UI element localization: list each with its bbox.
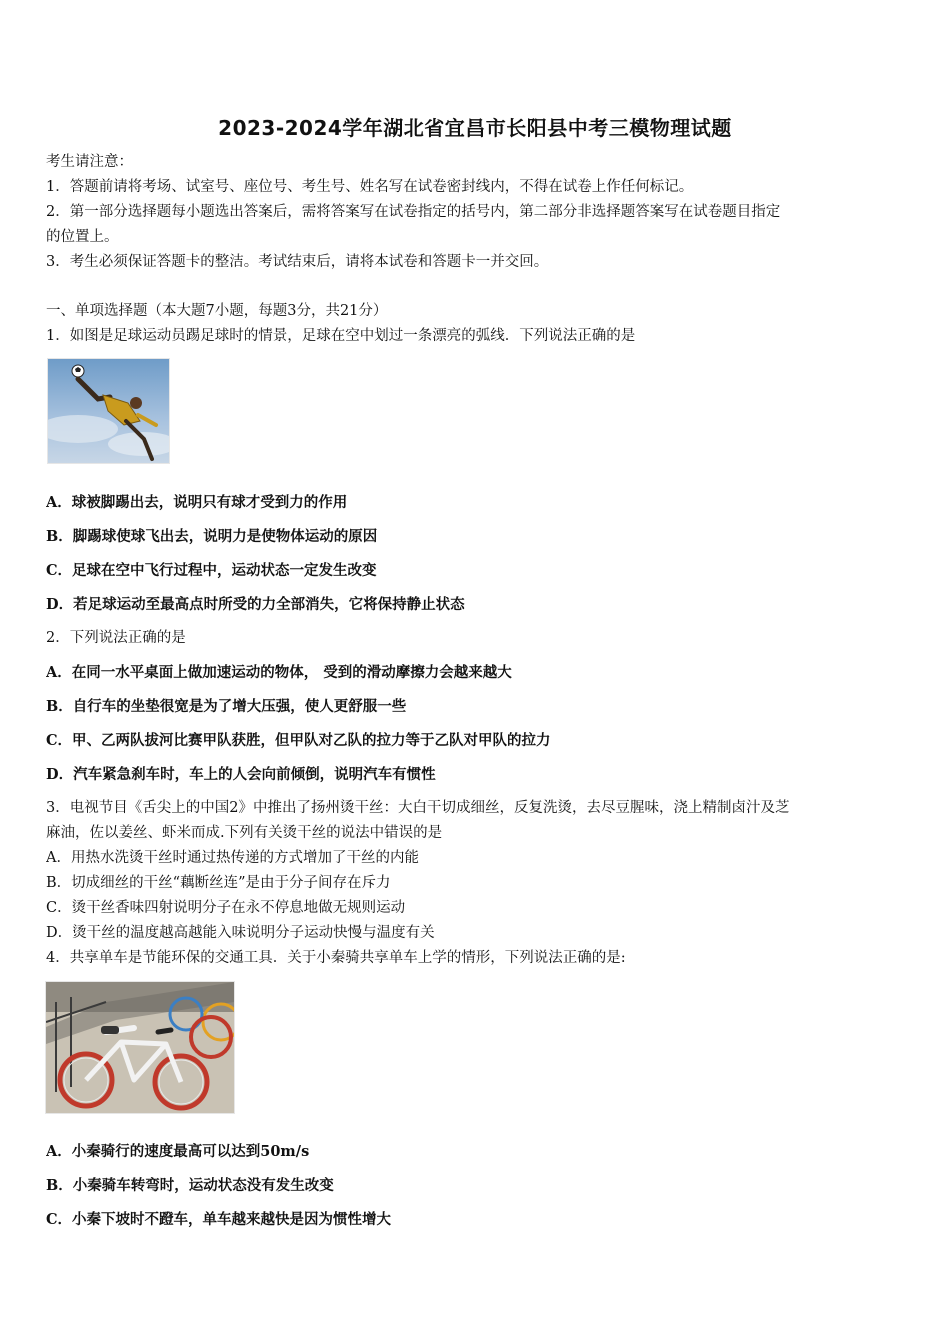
- notice-item: 1．答题前请将考场、试室号、座位号、考生号、姓名写在试卷密封线内，不得在试卷上作任何标记。: [46, 179, 694, 195]
- q2-option-b: B．自行车的坐垫很宽是为了增大压强，使人更舒服一些: [46, 698, 407, 715]
- notice-item: 的位置上。: [46, 229, 119, 245]
- q3-option-a: A．用热水洗烫干丝时通过热传递的方式增加了干丝的内能: [46, 850, 419, 866]
- q4-option-a: A．小秦骑行的速度最高可以达到50m/s: [46, 1143, 310, 1160]
- q1-option-b: B．脚踢球使球飞出去，说明力是使物体运动的原因: [46, 528, 378, 545]
- shared-bicycles-image: [45, 981, 235, 1114]
- notice-item: 2．第一部分选择题每小题选出答案后，需将答案写在试卷指定的括号内，第二部分非选择题答案写在试卷题目指定: [46, 204, 781, 220]
- question-3-stem-line1: 3．电视节目《舌尖上的中国2》中推出了扬州烫干丝：大白干切成细丝，反复洗烫，去尽豆腥味，浇上精制卤汁及芝: [46, 800, 790, 816]
- section-heading: 一、单项选择题（本大题7小题，每题3分，共21分）: [46, 303, 388, 319]
- q4-option-b: B．小秦骑车转弯时，运动状态没有发生改变: [46, 1177, 334, 1194]
- question-1-stem: 1．如图是足球运动员踢足球时的情景，足球在空中划过一条漂亮的弧线．下列说法正确的是: [46, 328, 636, 344]
- q3-option-d: D．烫干丝的温度越高越能入味说明分子运动快慢与温度有关: [46, 925, 435, 941]
- q3-option-b: B．切成细丝的干丝“藕断丝连”是由于分子间存在斥力: [46, 875, 391, 891]
- q3-option-c: C．烫干丝香味四射说明分子在永不停息地做无规则运动: [46, 900, 406, 916]
- q1-option-d: D．若足球运动至最高点时所受的力全部消失，它将保持静止状态: [46, 596, 465, 613]
- q1-option-a: A．球被脚踢出去，说明只有球才受到力的作用: [46, 494, 348, 511]
- soccer-player-image: [47, 358, 170, 464]
- notice-item: 3．考生必须保证答题卡的整洁。考试结束后，请将本试卷和答题卡一并交回。: [46, 254, 549, 270]
- soccer-kick-illustration: [48, 359, 169, 463]
- question-4-stem: 4．共享单车是节能环保的交通工具．关于小秦骑共享单车上学的情形，下列说法正确的是:: [46, 950, 626, 966]
- question-3-stem-line2: 麻油，佐以姜丝、虾米而成.下列有关烫干丝的说法中错误的是: [46, 825, 443, 841]
- q2-option-c: C．甲、乙两队拔河比赛甲队获胜，但甲队对乙队的拉力等于乙队对甲队的拉力: [46, 732, 551, 749]
- q2-option-d: D．汽车紧急刹车时，车上的人会向前倾倒，说明汽车有惯性: [46, 766, 436, 783]
- page-title: 2023-2024学年湖北省宜昌市长阳县中考三模物理试题: [218, 116, 732, 140]
- question-2-stem: 2．下列说法正确的是: [46, 630, 186, 646]
- bicycles-illustration: [46, 982, 234, 1113]
- q2-option-a: A．在同一水平桌面上做加速运动的物体， 受到的滑动摩擦力会越来越大: [46, 664, 512, 681]
- notice-heading: 考生请注意：: [46, 154, 133, 170]
- q4-option-c: C．小秦下坡时不蹬车，单车越来越快是因为惯性增大: [46, 1211, 392, 1228]
- q1-option-c: C．足球在空中飞行过程中，运动状态一定发生改变: [46, 562, 377, 579]
